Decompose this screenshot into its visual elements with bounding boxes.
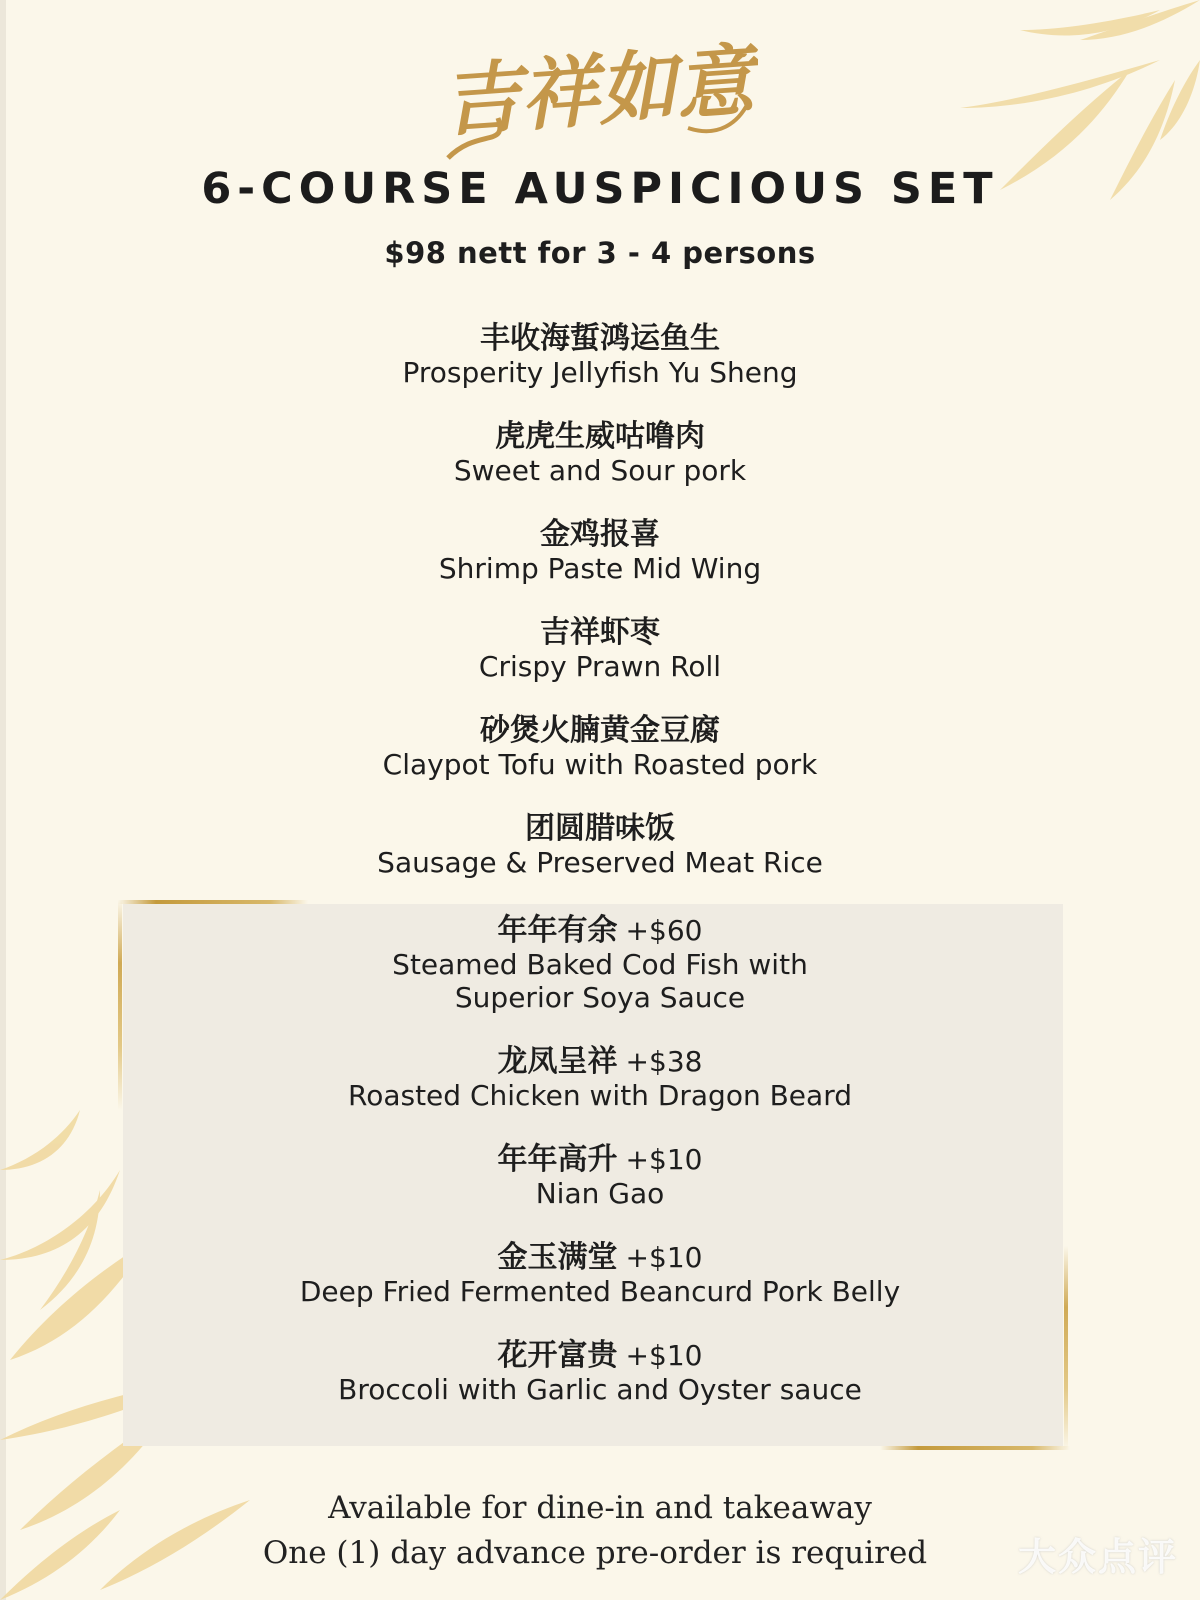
set-item-english-name: Prosperity Jellyfish Yu Sheng	[402, 356, 798, 389]
set-item-english-name: Crispy Prawn Roll	[478, 650, 722, 683]
add-on-english-name-line2: Superior Soya Sauce	[454, 981, 746, 1014]
add-on-chinese-name: 年年高升	[497, 1142, 618, 1177]
add-on-chinese-name: 金玉满堂	[497, 1240, 618, 1275]
calligraphy-text: 吉祥如意	[439, 35, 758, 148]
add-on-chinese-name: 花开富贵	[497, 1338, 618, 1373]
add-on-item	[0, 914, 1200, 1014]
add-on-chinese-name: 龙凤呈祥	[497, 1044, 618, 1079]
add-on-english-name: Nian Gao	[535, 1177, 665, 1210]
set-item-english-name: Claypot Tofu with Roasted pork	[382, 748, 818, 781]
watermark-logo: 大众点评	[1017, 1535, 1178, 1579]
footer-preorder: One (1) day advance pre-order is required	[262, 1535, 928, 1571]
set-item-chinese-name: 丰收海蜇鸿运鱼生	[480, 321, 720, 356]
add-on-english-name: Deep Fried Fermented Beancurd Pork Belly	[299, 1275, 901, 1308]
set-item-chinese-name: 吉祥虾枣	[540, 615, 660, 650]
gold-frame-bottom	[880, 1446, 1070, 1450]
set-item-chinese-name: 团圆腊味饭	[525, 811, 675, 846]
add-on-item	[0, 1339, 1200, 1406]
price-line: $98 nett for 3 - 4 persons	[384, 236, 816, 270]
footer-availability: Available for dine-in and takeaway	[328, 1490, 872, 1526]
add-on-chinese-name: 年年有余	[497, 913, 618, 948]
add-on-price: +$38	[625, 1045, 703, 1078]
add-on-english-name: Broccoli with Garlic and Oyster sauce	[338, 1373, 862, 1406]
add-on-item	[0, 1045, 1200, 1112]
set-item-english-name: Sweet and Sour pork	[453, 454, 747, 487]
set-item-chinese-name: 虎虎生威咕噜肉	[495, 419, 705, 454]
set-item	[0, 518, 1200, 585]
set-item	[0, 812, 1200, 879]
add-on-price: +$10	[625, 1339, 703, 1372]
calligraphy-logo	[438, 8, 758, 168]
set-item	[0, 616, 1200, 683]
set-item-chinese-name: 金鸡报喜	[540, 517, 660, 552]
gold-frame-top	[118, 900, 308, 904]
add-on-english-name: Roasted Chicken with Dragon Beard	[348, 1079, 852, 1112]
set-item	[0, 420, 1200, 487]
add-on-price: +$10	[625, 1241, 703, 1274]
add-on-item	[0, 1241, 1200, 1308]
add-on-price: +$10	[625, 1143, 703, 1176]
set-item	[0, 714, 1200, 781]
set-item-english-name: Shrimp Paste Mid Wing	[438, 552, 762, 585]
set-item	[0, 322, 1200, 389]
add-on-english-name: Steamed Baked Cod Fish with	[392, 948, 808, 981]
menu-title: 6-COURSE AUSPICIOUS SET	[201, 164, 999, 214]
add-on-item	[0, 1143, 1200, 1210]
set-item-english-name: Sausage & Preserved Meat Rice	[377, 846, 823, 879]
set-item-chinese-name: 砂煲火腩黄金豆腐	[480, 713, 720, 748]
add-on-price: +$60	[625, 914, 703, 947]
